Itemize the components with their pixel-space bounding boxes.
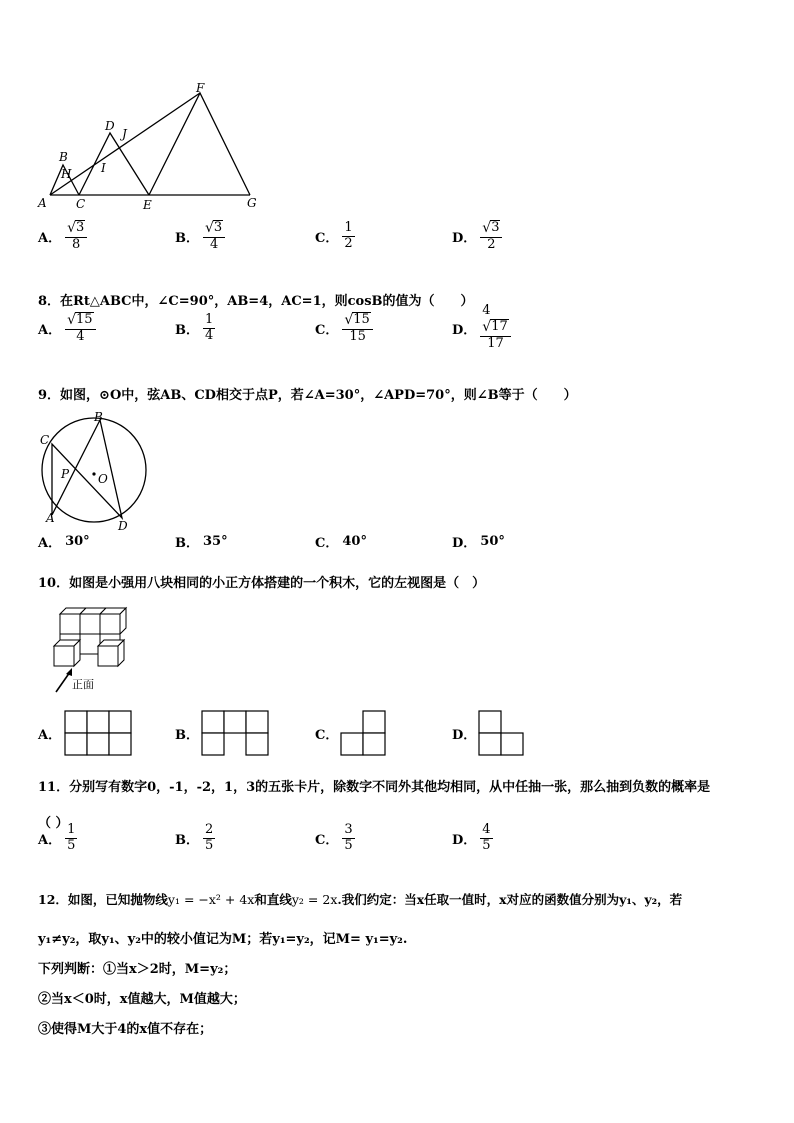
fig7-label-I: I bbox=[101, 161, 106, 175]
fig9-label-O: O bbox=[98, 472, 108, 486]
q8-option-d[interactable]: D． 4 √ 17 17 bbox=[452, 304, 511, 352]
q10-option-a-label[interactable]: A． bbox=[38, 728, 62, 743]
fig7-label-C: C bbox=[76, 197, 86, 211]
fig9-label-D: D bbox=[118, 519, 128, 533]
q7-option-d[interactable]: D． √ 3 2 bbox=[452, 220, 502, 253]
fig9-label-A: A bbox=[46, 511, 55, 525]
q11-paren: （ ） bbox=[38, 816, 69, 831]
q11-option-a[interactable]: A． $\frac{1}{5}$ bbox=[38, 821, 76, 853]
fig7-label-G: G bbox=[247, 196, 257, 210]
q7-option-c[interactable]: C． $\frac{1}{2}$ bbox=[315, 219, 353, 251]
q10-front-label: 正面 bbox=[72, 678, 94, 691]
q10-option-c-view[interactable] bbox=[340, 710, 386, 756]
q7-option-a[interactable]: A． √ 3 8 bbox=[38, 220, 87, 253]
q8-option-b[interactable]: B． $\frac{1}{4}$ bbox=[175, 311, 214, 343]
fig7-label-J: J bbox=[122, 127, 127, 141]
q8-option-a[interactable]: A． √ 15 4 bbox=[38, 312, 96, 345]
q9-stem: 9．如图，⊙O中，弦AB、CD相交于点P，若∠A=30°，∠APD=70°，则∠B等于（ ） bbox=[38, 388, 577, 403]
fig7-label-A: A bbox=[38, 196, 47, 210]
q12-line2: y₁≠y₂，取y₁、y₂中的较小值记为M；若y₁=y₂，记M= y₁=y₂. bbox=[38, 932, 408, 947]
fig9-label-P: P bbox=[61, 467, 70, 481]
q8-stem: 8．在Rt△ABC中，∠C=90°，AB=4，AC=1，则cosB的值为（ ） bbox=[38, 294, 474, 309]
q10-option-b-view[interactable] bbox=[201, 710, 269, 756]
q12-line4: ②当x＜0时，x值越大，M值越大； bbox=[38, 992, 246, 1007]
q11-option-c[interactable]: C． $\frac{3}{5}$ bbox=[315, 821, 353, 853]
q10-option-d-view[interactable] bbox=[478, 710, 524, 756]
q9-option-d[interactable]: D． 50° bbox=[452, 533, 505, 551]
q10-option-d-label[interactable]: D． bbox=[452, 728, 477, 743]
q10-option-c-label[interactable]: C． bbox=[315, 728, 339, 743]
q7-option-b[interactable]: B． √ 3 4 bbox=[175, 220, 225, 253]
q10-stem: 10．如图是小强用八块相同的小正方体搭建的一个积木，它的左视图是（ ） bbox=[38, 576, 486, 591]
fig7-label-B: B bbox=[59, 150, 68, 164]
q12-line3: 下列判断：①当x＞2时，M=y₂； bbox=[38, 962, 237, 977]
q9-option-c[interactable]: C． 40° bbox=[315, 533, 367, 551]
q10-option-a-view[interactable] bbox=[64, 710, 132, 756]
fig7-label-E: E bbox=[143, 198, 152, 212]
fig7-label-H: H bbox=[61, 167, 72, 181]
q9-option-b[interactable]: B． 35° bbox=[175, 533, 228, 551]
q10-figure bbox=[46, 604, 146, 694]
q8-option-c[interactable]: C． √ 15 15 bbox=[315, 312, 373, 345]
q11-stem: 11．分别写有数字0，-1，-2，1，3的五张卡片，除数字不同外其他均相同，从中任抽一张，那么抽到负数的概率是 bbox=[38, 780, 711, 795]
q9-option-a[interactable]: A． 30° bbox=[38, 533, 90, 551]
q12-line5: ③使得M大于4的x值不存在； bbox=[38, 1022, 213, 1037]
q12-line1: 12．如图，已知抛物线y₁ = −x² + 4x和直线y₂ = 2x.我们约定：当x任取一值时，x对应的函数值分别为y₁、y₂，若 bbox=[38, 892, 683, 907]
q9-figure bbox=[30, 408, 160, 536]
fig7-label-F: F bbox=[196, 81, 205, 95]
q11-option-d[interactable]: D． $\frac{4}{5}$ bbox=[452, 821, 491, 853]
fig7-label-D: D bbox=[105, 119, 115, 133]
fig9-label-C: C bbox=[40, 433, 50, 447]
q7-figure bbox=[30, 78, 270, 218]
fig9-label-B: B bbox=[94, 410, 103, 424]
q10-option-b-label[interactable]: B． bbox=[175, 728, 199, 743]
q11-option-b[interactable]: B． $\frac{2}{5}$ bbox=[175, 821, 214, 853]
